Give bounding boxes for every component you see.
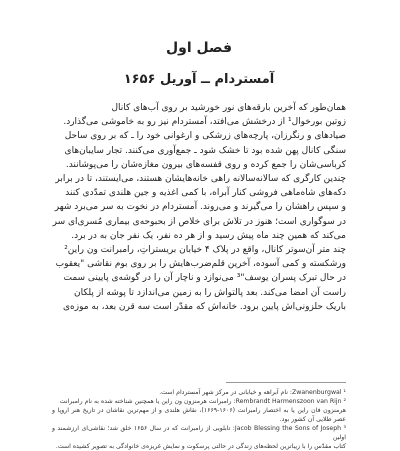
body-line: دکه‌های شاه‌ماهی فروشی کنار آبراه، با کمی اغذیه و جین هلندی تمدّدی کنند (65, 188, 346, 199)
body-line: چند متر آن‌سوتر کانال، واقع در پلاک ۴ خیابان بریستراتِ، رامبرانت ون راین² (64, 245, 346, 256)
body-line: همان‌طور که آخرین بارقه‌های نور خورشید بر روی آب‌های کانال (111, 103, 346, 113)
book-page (0, 40, 400, 450)
footnote-line: ² Rembrandt Harmenszoon van Rijn: رامبرانت هرمنزون ون راین یا همچنین شناخته شده به نام رامبرانت (59, 398, 346, 405)
footnotes (52, 388, 346, 451)
body-line: کرباسی‌شان را جمع کرده و روی قفسه‌های بیرون مغازه‌شان را می‌پوشانند. (65, 159, 346, 170)
body-line: صیادهای و رنگرزان، پارچه‌های زرشکی و ارغوانی خود را ـ که بر روی ساحل (64, 131, 346, 142)
body-line: ورشکسته و کمی آسوده، آخرین قلم‌ضرب‌هایش را بر روی بوم نقاشی "یعقوب (55, 259, 346, 270)
body-line: چندین کارگری که سالانه‌سالانه راهی خانه‌هایشان هستند، می‌ایستند، تا در برابر (55, 174, 346, 185)
body-line: می‌کند که همین چند ماه پیش رسید و از هر ده نفر، یک نفر جان به در برد. (71, 230, 346, 241)
footnote-line: کتاب مقدّس را با زیباترین لحظه‌های زندگی در حالتی پرسکوت و نمایش غریزه‌ی خانوادگی به تصویر کشیده است. (55, 443, 346, 450)
body-line: در حال تبرک پسران یوسف"³ می‌نوازد و ناچار آن را در گوشه‌ی پایینی سمت (63, 273, 346, 284)
body-text (52, 101, 346, 314)
body-line: زوتین بورخوال¹ از درخشش می‌افتد، آمستردام نیز رو به خاموشی می‌گذارد. (63, 117, 346, 128)
body-line: و سپس راهشان را می‌گیرند و می‌روند. آمستردام در نخوت به سر می‌برد شهر (54, 202, 346, 213)
body-line: سنگی کانال پهن شده بود تا خشک شود ـ جمع‌آوری می‌کنند. تجار سایبان‌های (64, 145, 346, 156)
chapter-title: فصل اول (166, 40, 232, 56)
footnote-line: ³ Jacob Blessing the Sons of Joseph: تابلویی از رامبرانت که در سال ۱۶۵۶ خلق شد؛ نقاشی‌ای ارزشمند و اولین (52, 425, 347, 441)
body-line: راست آن امضا می‌کند. بعد پالتواش را به زمین می‌اندازد تا پوشه از پلکان (74, 287, 346, 298)
chapter-subtitle: آمستردام ــ آوریل ۱۶۵۶ (123, 72, 275, 87)
footnote-divider (226, 382, 346, 383)
footnote-line: هرمنزون فان راین یا به اختصار رامبرانت (۱۶۰۶-۱۶۶۹)، نقاش هلندی و از مهم‌ترین نقاشان در تاریخ هنر اروپا و عصر طلایی آن کشور بود. (52, 407, 346, 423)
footnote-line: ¹ Zwanenburgwal: نام آبراهه و خیابانی در مرکز شهر آمستردام است. (159, 389, 346, 396)
body-line: در سوگواری است؛ هنوز در تلاش برای خلاص از بحبوحه‌ی بیماری مُسری‌ای سر (52, 216, 346, 227)
body-line: باریک حلزونی‌اش پایین برود. خانه‌اش که مقدّر است سه قرن بعد، به موزه‌ی (62, 301, 346, 312)
